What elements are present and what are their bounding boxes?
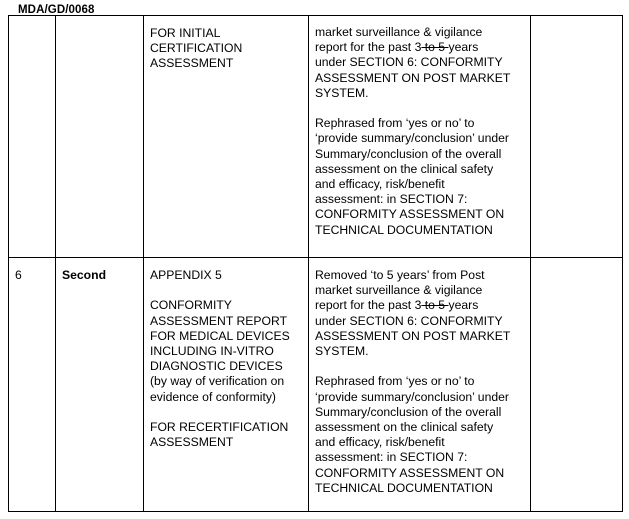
change-line: and efficacy, risk/benefit — [315, 435, 445, 450]
row-version: Second — [62, 268, 107, 282]
section-text — [144, 16, 308, 72]
change-line: Summary/conclusion of the overall — [315, 404, 502, 419]
remarks-cell — [531, 258, 623, 512]
change-line: Summary/conclusion of the overall — [315, 146, 502, 161]
version-cell — [56, 258, 144, 512]
change-line: TECHNICAL DOCUMENTATION — [315, 480, 493, 495]
change-line: Removed ‘to 5 years’ from Post — [315, 268, 485, 282]
strikethrough-text: to 5 — [421, 298, 449, 313]
change-line: SYSTEM. — [315, 344, 369, 359]
changes-text — [309, 16, 530, 238]
section-title: APPENDIX 5 — [150, 268, 222, 282]
version-cell — [56, 16, 144, 258]
paragraph-gap — [150, 405, 304, 420]
section-line: INCLUDING IN-VITRO — [150, 344, 274, 358]
change-line: Rephrased from ‘yes or no’ to — [315, 374, 475, 389]
row-remarks — [531, 16, 622, 26]
change-line: SYSTEM. — [315, 85, 369, 100]
table-row — [9, 16, 623, 258]
change-line: ‘provide summary/conclusion’ under — [315, 131, 509, 146]
number-cell — [9, 258, 56, 512]
section-cell — [144, 16, 309, 258]
section-line: CONFORMITY — [150, 298, 232, 313]
change-line: CONFORMITY ASSESSMENT ON — [315, 465, 505, 480]
change-line: market surveillance & vigilance — [315, 25, 483, 39]
row-remarks — [531, 258, 622, 268]
table-row — [9, 258, 623, 512]
number-cell — [9, 16, 56, 258]
change-line: assessment on the clinical safety — [315, 420, 494, 435]
remarks-cell — [531, 16, 623, 258]
section-text — [144, 258, 308, 450]
section-line: evidence of conformity) — [150, 389, 276, 404]
row-version — [56, 16, 143, 26]
change-line: under SECTION 6: CONFORMITY — [315, 313, 503, 328]
change-line: assessment: in SECTION 7: — [315, 450, 468, 465]
section-line: ASSESSMENT REPORT — [150, 313, 288, 328]
change-line: CONFORMITY ASSESSMENT ON — [315, 207, 505, 222]
changes-text — [309, 258, 530, 496]
section-line: (by way of verification on — [150, 374, 285, 389]
change-line: ASSESSMENT ON POST MARKET — [315, 328, 511, 343]
change-line-part: report for the past 3 — [315, 40, 422, 55]
change-line — [315, 298, 526, 313]
changes-cell — [309, 258, 531, 512]
change-line: ‘provide summary/conclusion’ under — [315, 389, 509, 404]
change-line: under SECTION 6: CONFORMITY — [315, 55, 503, 70]
change-line: market surveillance & vigilance — [315, 283, 483, 298]
change-line-part: years — [448, 40, 479, 55]
section-line: CERTIFICATION — [150, 41, 243, 56]
changes-cell — [309, 16, 531, 258]
change-line: assessment on the clinical safety — [315, 161, 494, 176]
section-line: FOR MEDICAL DEVICES — [150, 328, 290, 343]
section-line: FOR RECERTIFICATION — [150, 420, 289, 434]
row-number: 6 — [15, 268, 22, 282]
paragraph-gap — [315, 359, 526, 374]
change-line: TECHNICAL DOCUMENTATION — [315, 222, 493, 237]
change-line: Rephrased from ‘yes or no’ to — [315, 116, 475, 131]
change-line: ASSESSMENT ON POST MARKET — [315, 70, 511, 85]
paragraph-gap — [150, 283, 304, 298]
strikethrough-text: to 5 — [421, 40, 449, 55]
change-line-part: years — [448, 298, 479, 313]
change-line: assessment: in SECTION 7: — [315, 192, 468, 207]
section-line: ASSESSMENT — [150, 435, 234, 450]
change-line-part: report for the past 3 — [315, 298, 422, 313]
document-id: MDA/GD/0068 — [18, 4, 95, 16]
change-line: and efficacy, risk/benefit — [315, 177, 445, 192]
section-line: FOR INITIAL — [150, 26, 221, 40]
change-line — [315, 40, 526, 55]
section-cell — [144, 258, 309, 512]
row-number — [9, 16, 55, 26]
paragraph-gap — [315, 101, 526, 116]
section-line: ASSESSMENT — [150, 56, 234, 71]
section-line: DIAGNOSTIC DEVICES — [150, 359, 283, 374]
amendment-table — [8, 15, 623, 512]
